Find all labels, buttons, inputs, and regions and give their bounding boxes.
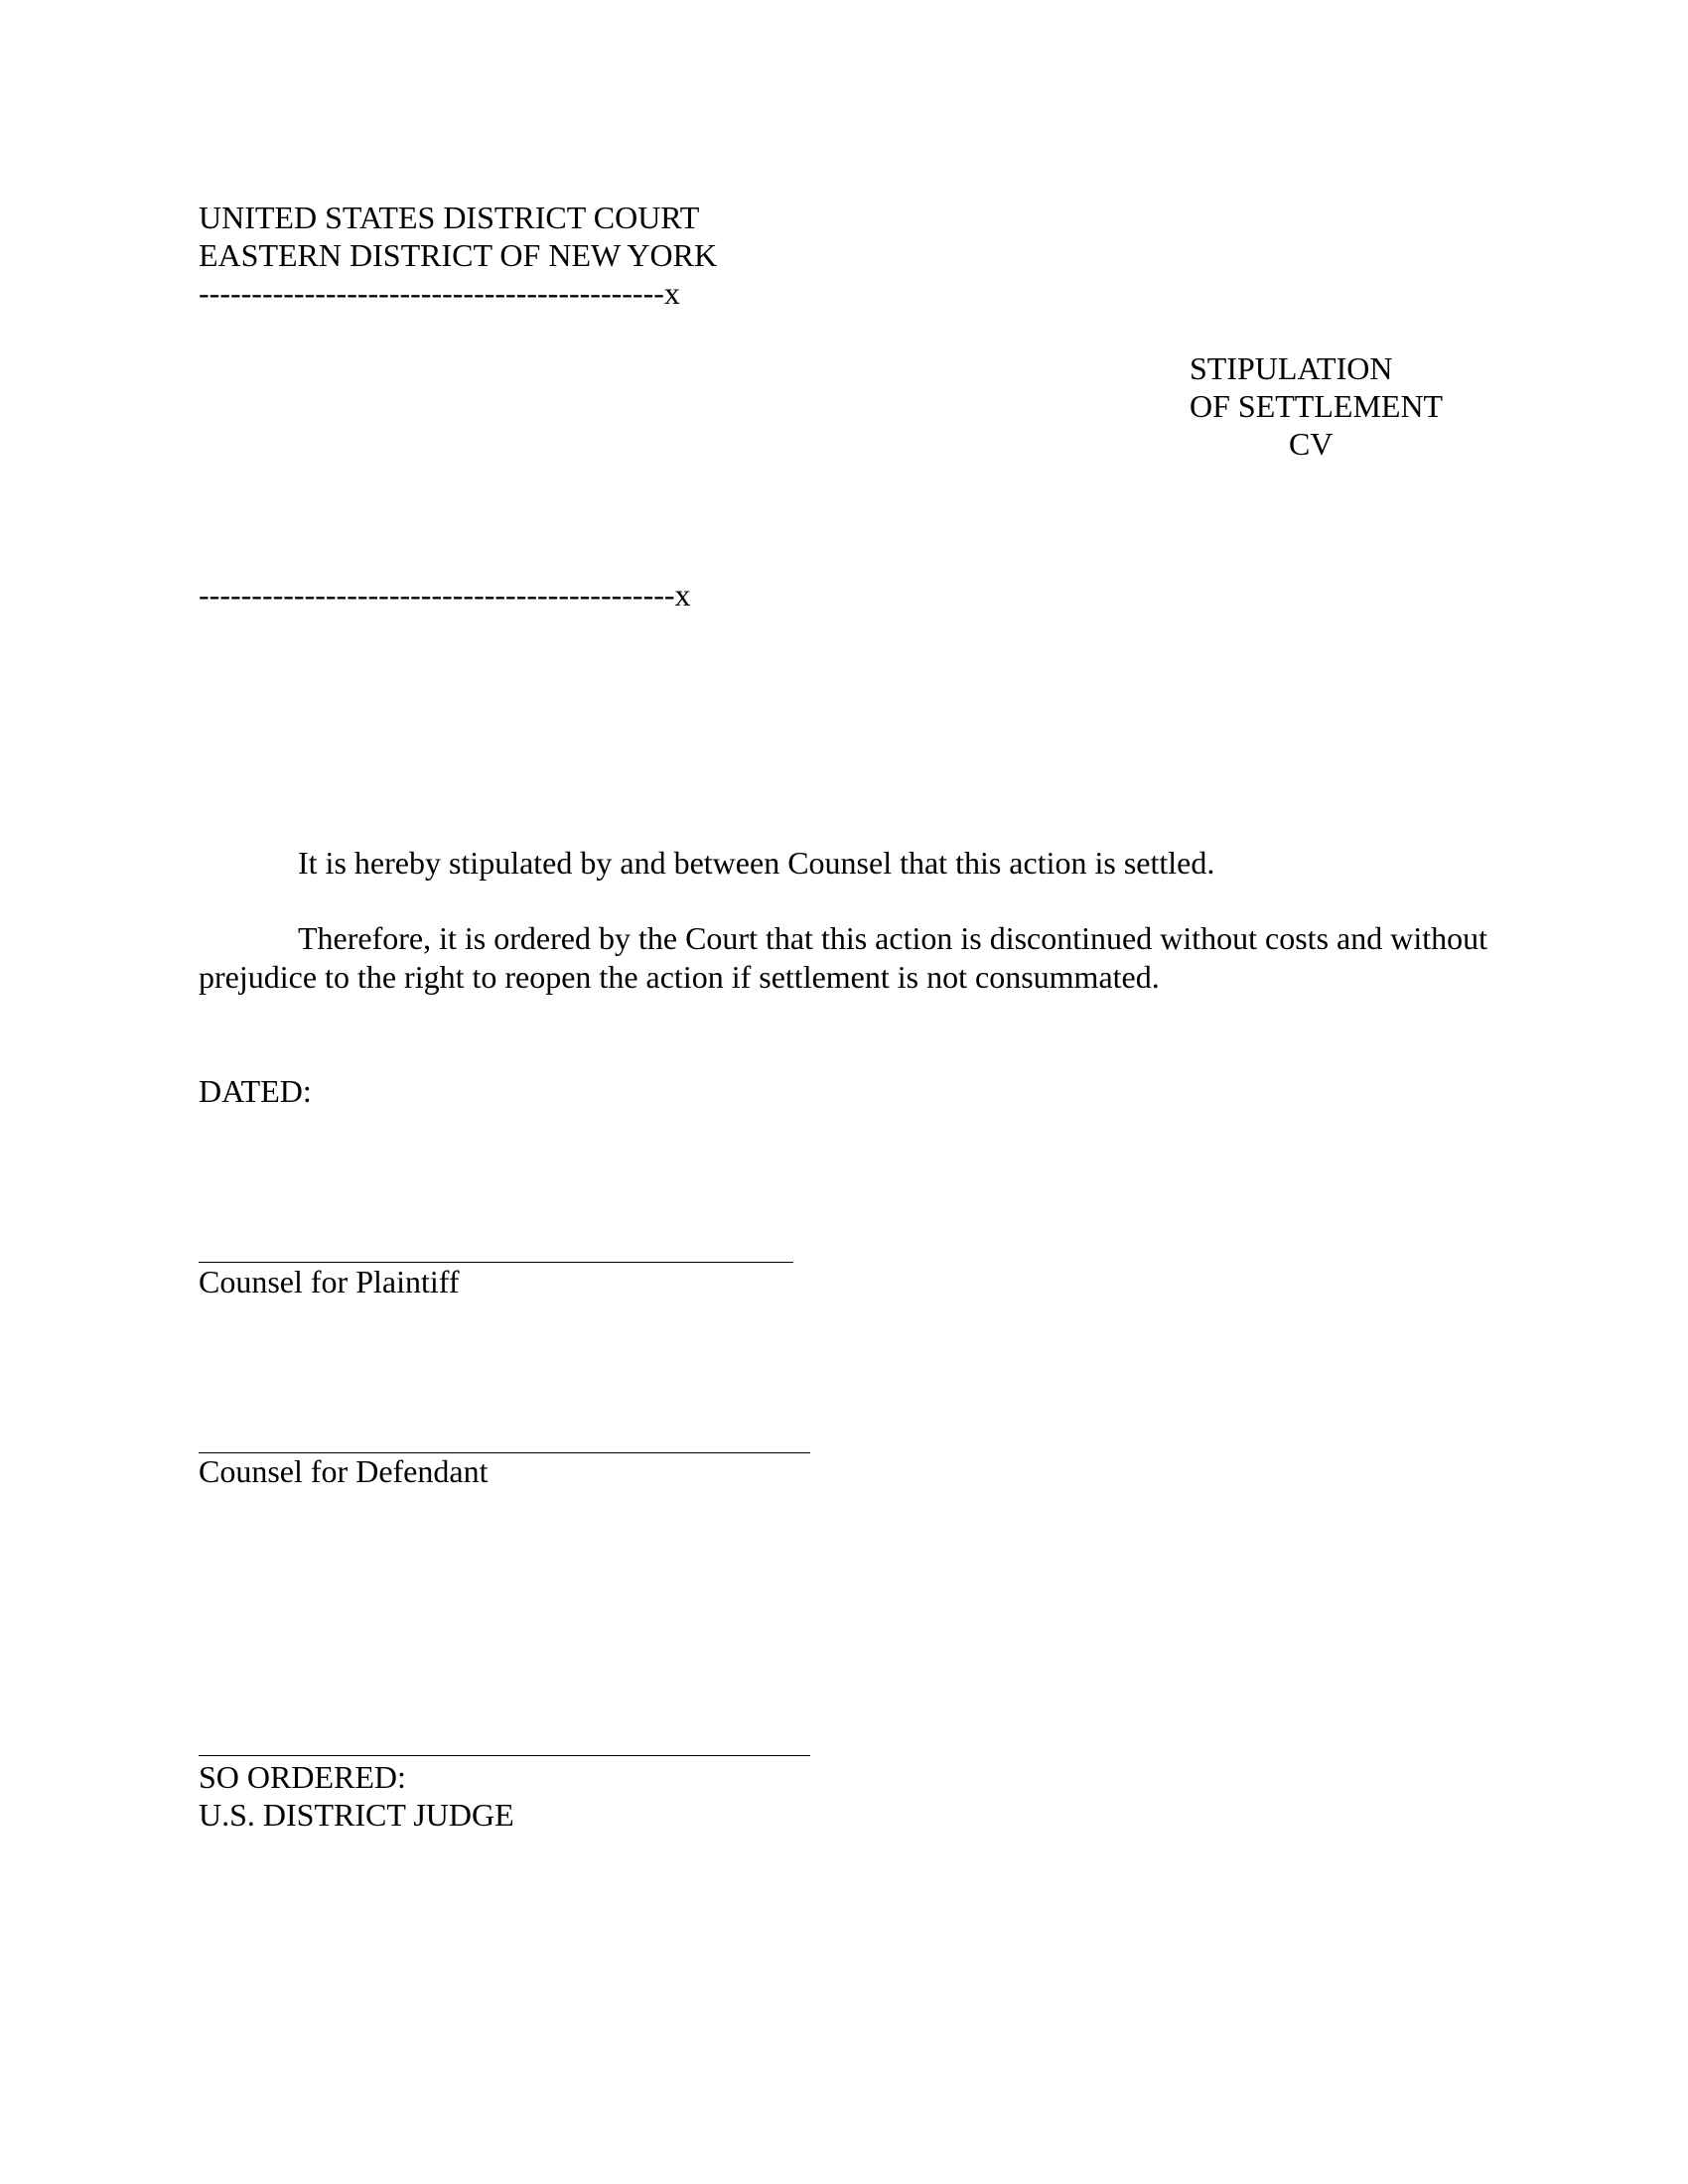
caption-separator-top: --------------------------------------------x — [199, 275, 680, 311]
document-title-line2: OF SETTLEMENT — [1190, 388, 1444, 424]
stipulation-paragraph: It is hereby stipulated by and between Counsel that this action is settled. — [298, 845, 1215, 881]
defendant-counsel-label: Counsel for Defendant — [199, 1453, 489, 1489]
so-ordered-label: SO ORDERED: — [199, 1759, 406, 1795]
district-judge-label: U.S. DISTRICT JUDGE — [199, 1797, 514, 1833]
court-name: UNITED STATES DISTRICT COURT — [199, 200, 700, 235]
dated-label: DATED: — [199, 1073, 312, 1109]
judge-signature-line — [199, 1755, 810, 1756]
caption-separator-bottom: ---------------------------------------------x — [199, 577, 691, 613]
order-paragraph: Therefore, it is ordered by the Court that this action is discontinued without costs and without prejudice to the right to reopen the action if settlement is not consummated. — [199, 920, 1487, 995]
case-number-label: CV — [1289, 426, 1334, 462]
court-district: EASTERN DISTRICT OF NEW YORK — [199, 237, 718, 273]
plaintiff-counsel-label: Counsel for Plaintiff — [199, 1264, 460, 1299]
document-title-line1: STIPULATION — [1190, 350, 1393, 386]
